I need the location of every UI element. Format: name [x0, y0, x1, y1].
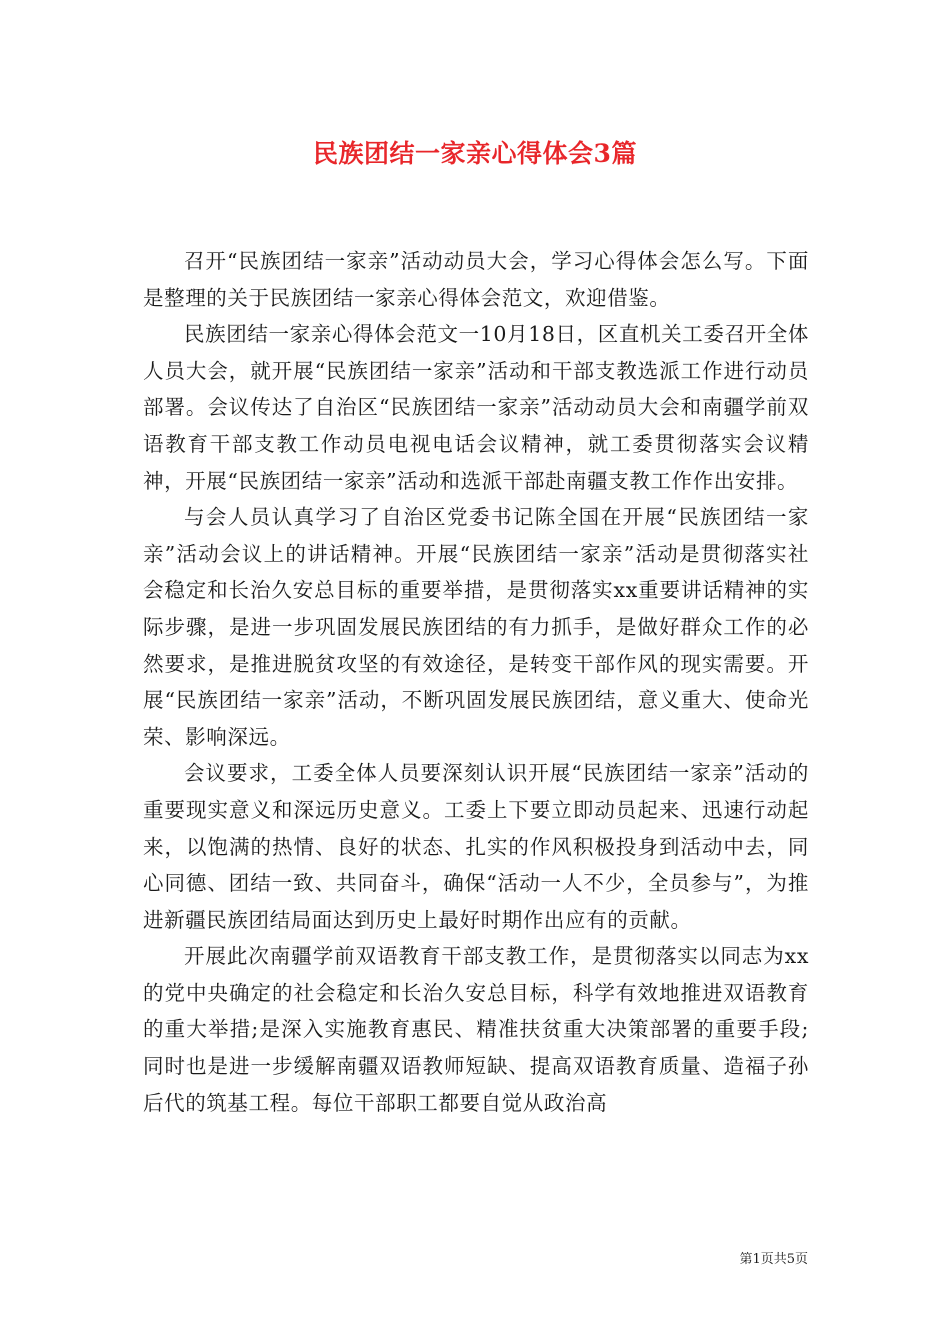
- body-paragraph-intro: 召开“民族团结一家亲”活动动员大会，学习心得体会怎么写。下面是整理的关于民族团结一家亲心得体会范文，欢迎借鉴。: [143, 249, 809, 310]
- page-number: 第1页共5页: [739, 1252, 808, 1267]
- body-paragraph-teaching: 开展此次南疆学前双语教育干部支教工作，是贯彻落实以同志为xx的党中央确定的社会稳定和长治久安总目标，科学有效地推进双语教育的重大举措;是深入实施教育惠民、精准扶贫重大决策部署的重要手段;同时也是进一步缓解南疆双语教师短缺、提高双语教育质量、造福子孙后代的筑基工程。每位干部职工都要自觉从政治高: [143, 944, 809, 1115]
- body-paragraph-study: 与会人员认真学习了自治区党委书记陈全国在开展“民族团结一家亲”活动会议上的讲话精神。开展“民族团结一家亲”活动是贯彻落实社会稳定和长治久安总目标的重要举措，是贯彻落实xx重要讲话精神的实际步骤，是进一步巩固发展民族团结的有力抓手，是做好群众工作的必然要求，是推进脱贫攻坚的有效途径，是转变干部作风的现实需要。开展“民族团结一家亲”活动，不断巩固发展民族团结，意义重大、使命光荣、影响深远。: [143, 505, 809, 749]
- document-body: [143, 243, 809, 1121]
- body-paragraph-requirements: 会议要求，工委全体人员要深刻认识开展“民族团结一家亲”活动的重要现实意义和深远历史意义。工委上下要立即动员起来、迅速行动起来，以饱满的热情、良好的状态、扎实的作风积极投身到活动中去，同心同德、团结一致、共同奋斗，确保“活动一人不少，全员参与”，为推进新疆民族团结局面达到历史上最好时期作出应有的贡献。: [143, 761, 809, 932]
- document-title: 民族团结一家亲心得体会3篇: [313, 139, 637, 168]
- body-paragraph-essay-one: 民族团结一家亲心得体会范文一10月18日，区直机关工委召开全体人员大会，就开展“民族团结一家亲”活动和干部支教选派工作进行动员部署。会议传达了自治区“民族团结一家亲”活动动员大会和南疆学前双语教育干部支教工作动员电视电话会议精神，就工委贯彻落实会议精神，开展“民族团结一家亲”活动和选派干部赴南疆支教工作作出安排。: [143, 322, 809, 493]
